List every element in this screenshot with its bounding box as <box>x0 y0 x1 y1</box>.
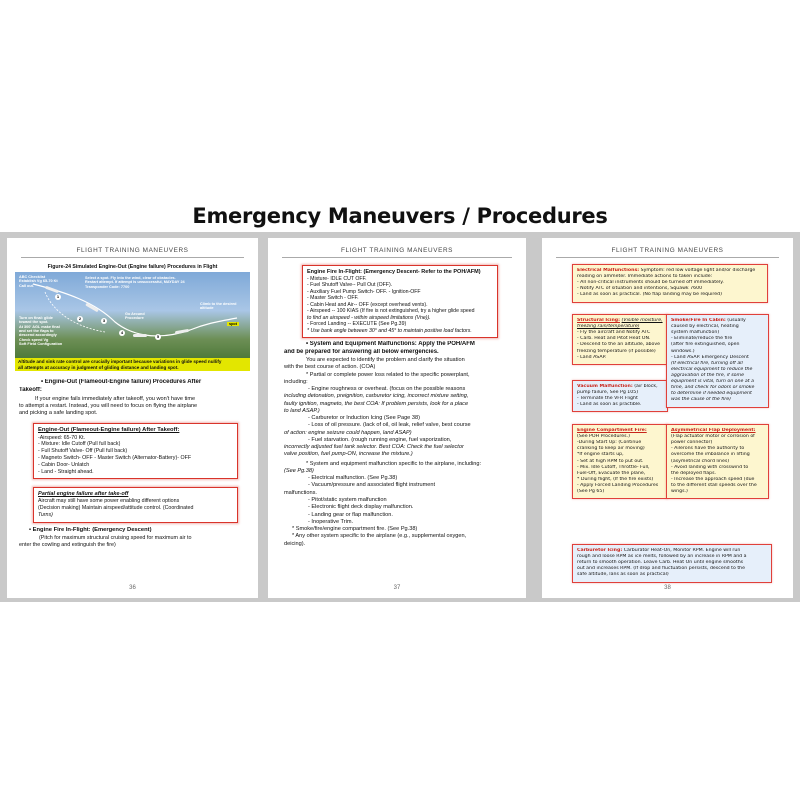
box-line: freezing rain/temperature) <box>577 324 640 330</box>
body-line: - Landing gear or flap malfunction. <box>308 511 393 518</box>
page-title: Emergency Maneuvers / Procedures <box>192 204 608 228</box>
running-header: FLIGHT TRAINING MANEUVERS <box>340 247 454 254</box>
box-line: - Set at high RPM to put out. <box>577 458 644 464</box>
checklist-line: - Forced Landing -- EXECUTE (See Pg.39) <box>307 321 407 328</box>
page-number: 38 <box>664 585 671 591</box>
box-line: - Apply Forced Landing Procedures <box>577 482 659 488</box>
body-line: * Smoke/fire/engine compartment fire. (See Pg.38) <box>292 526 418 533</box>
box-line: equipment is vital, turn on one at a <box>671 379 754 385</box>
box-line: - Increase the approach speed (due <box>671 476 755 482</box>
box-line: was the cause of the fire) <box>671 397 731 403</box>
figure-caption <box>15 358 250 371</box>
body-line: - Vacuum/pressure and associated flight instrument <box>308 482 436 489</box>
running-header: FLIGHT TRAINING MANEUVERS <box>611 247 724 254</box>
structural-icing-box <box>572 314 668 365</box>
box-line: *If engine starts up, <box>577 452 624 458</box>
paragraph-line: (Pitch for maximum structural cruising speed for maximum air to <box>39 535 192 542</box>
engine-fire-paragraph <box>19 535 246 549</box>
body-line: to land ASAP.) <box>284 407 320 414</box>
box-line: overcome the imbalance in lifting <box>671 452 750 458</box>
checklist-line: - Land - Straight ahead. <box>38 468 94 475</box>
box-title: Engine-Out (Flameout-Engine failure) After Takeoff: <box>38 427 180 434</box>
figure-label: Soft Field Configuration <box>19 342 63 347</box>
paragraph-line: to attempt a restart. Instead, you will need to focus on flying the airplane <box>19 402 198 409</box>
header-divider <box>282 257 512 258</box>
paragraph-line: enter the cowling and extinguish the fire) <box>19 542 116 549</box>
body-line: and be prepared for answering all below emergencies. <box>284 349 439 356</box>
box-line: (Visible moisture, <box>621 318 663 323</box>
box-line: - Terminate the VFR Flight <box>577 396 638 402</box>
checklist-line: -Airspeed: 65-70 Kt. <box>38 434 86 441</box>
checklist-line: - Fuel Shutoff Valve-- Pull Out (OFF). <box>307 282 393 289</box>
checklist-line: to find an airspeed - within airspeed limitations (Vne)). <box>307 314 431 321</box>
body-line: - Loss of oil pressure. (lack of oil, oil leak, relief valve, best course <box>308 422 471 429</box>
box-line: - Notify ATC of situation and intentions, Squawk 7600 <box>577 286 703 292</box>
figure-label: Turn on final: glide <box>19 316 53 320</box>
page-number: 37 <box>393 585 401 591</box>
figure-label: At 300' AGL make final <box>19 324 60 329</box>
box-line: (Decision making) Maintain airspeed/attitude control. (Coordinated <box>38 505 194 512</box>
figure-title: Figure-24 Simulated Engine-Out (Engine failure) Procedures in Flight <box>47 264 218 270</box>
box-line: - Land as soon as practible. <box>577 402 642 408</box>
box-line: -During Start Up: (Continue <box>577 440 642 446</box>
step-number: 5 <box>156 334 160 339</box>
spot-marker: spot <box>229 322 238 326</box>
box-line: caused by electrical, heating <box>671 324 739 330</box>
box-line: the deployed flaps. <box>671 470 717 476</box>
box-line: aggravation of the fire, if some <box>671 372 744 378</box>
box-title: Vacuum Malfunction: <box>577 384 633 389</box>
engine-out-paragraph <box>19 396 246 417</box>
box-line: windows.) <box>671 348 695 354</box>
step-number: 4 <box>120 330 124 335</box>
caption-line: Altitude and sink rate control are crucially important because variations in glide speed nullify <box>18 359 222 364</box>
after-takeoff-checklist-box <box>33 423 238 479</box>
figure-label: Climb to the desired <box>200 302 237 306</box>
box-line: - Eliminate/reduce the fire <box>671 336 733 342</box>
box-line: - Land as soon as practical. (No flap landing may be required) <box>577 292 722 298</box>
caption-line: all attempts at accuracy in judgment of gliding distance and landing spot. <box>18 364 179 370</box>
box-line: rough and loose RPM as ice melts, followed by an increase in RPM and a <box>577 554 747 560</box>
manual-page-38 <box>542 238 793 598</box>
figure-label: descend accordingly <box>19 333 57 338</box>
box-line: Symptom: red low voltage light and/or discharge <box>640 268 756 273</box>
smoke-fire-cabin-box <box>666 314 769 408</box>
heading-line: • Engine-Out (Flameout-Engine failure) Procedures After <box>41 379 202 386</box>
body-line: - Engine roughness or overheat. (focus on the possible reasons <box>308 386 466 393</box>
engine-out-figure <box>15 272 250 358</box>
checklist-line: - Airspeed -- 100 KIAS (If fire is not extinguished, try a higher glide speed <box>307 308 475 315</box>
box-line: - Carb. Heat and Pitot Heat ON. <box>577 336 651 342</box>
box-title: Carburetor Icing: <box>577 548 623 553</box>
header-divider <box>556 257 779 258</box>
box-line: reading on ammeter. Immediate actions to taken include: <box>577 274 713 280</box>
box-line: pump failure, See Pg 105) <box>577 390 639 396</box>
box-line: to the different stall speeds over the <box>671 482 757 488</box>
checklist-line: - Auxiliary Fuel Pump Switch- OFF. - Ignition-OFF <box>307 288 421 295</box>
header-divider <box>21 257 244 258</box>
box-title: Electrical Malfunctions: <box>577 268 640 273</box>
body-line: faulty ignition, magneto, the best COA: If problem persists, look for a place <box>284 400 469 407</box>
figure-label: Call out. <box>19 283 34 288</box>
body-line: incorrectly adjusted fuel tank selector. Best COA: Check the fuel selector <box>284 444 464 451</box>
box-line: to determine if needed equipment <box>671 391 752 397</box>
figure-label: ABC Checklist <box>19 275 46 279</box>
paragraph-line: and picking a safe landing spot. <box>19 410 98 417</box>
box-line: Aircraft may still have some power enabling different options <box>38 498 180 505</box>
box-line: out and increases RPM. (If drop and fluctuation persists, descend to the <box>577 566 746 572</box>
box-line: Turns) <box>38 511 53 518</box>
figure-label: Go Around <box>125 312 145 316</box>
malfunctions-body <box>284 341 510 548</box>
box-line: (Flap actuator motor or corrosion of <box>671 434 755 440</box>
body-line: * Partial or complete power loss related to the specific powerplant, <box>306 371 470 378</box>
checklist-line: - Mixture- IDLE CUT OFF. <box>307 275 367 282</box>
box-line: - Descend to the an altitude, above <box>577 342 661 348</box>
box-title: Structural Icing: <box>577 318 621 323</box>
body-line: including detonation, preignition, carburetor icing, incorrect mixture setting, <box>284 393 469 400</box>
asymmetrical-flap-box <box>666 424 769 499</box>
checklist-line: - Cabin Door- Unlatch <box>38 461 90 468</box>
body-line: deicing). <box>284 540 306 547</box>
engine-compartment-fire-box <box>572 424 668 499</box>
page-number: 36 <box>129 585 136 591</box>
body-line: malfunctions. <box>284 489 317 496</box>
box-line: cranking to keep air moving) <box>577 446 645 452</box>
box-line: Fuel-Off, Evacuate the plane, <box>577 470 646 476</box>
box-title: Engine Fire In-Flight: (Emergency Descent- Refer to the POH/AFM) <box>307 269 481 275</box>
figure-label: toward the spot. <box>19 320 49 325</box>
box-line: system malfunction) <box>671 330 720 336</box>
checklist-line: - Cabin Heat and Air-- OFF (except overhead vents). <box>307 301 428 308</box>
box-line: - Avoid landing with crosswind to <box>671 464 749 470</box>
box-line: (usually <box>727 318 746 323</box>
step-number: 3 <box>102 318 106 323</box>
box-title: Smoke/Fire In Cabin: <box>671 318 726 323</box>
body-line: - Carburetor or Induction Icing (See Page 38) <box>308 415 420 422</box>
vacuum-malfunction-box <box>572 380 668 412</box>
body-line: of action: engine seizure could happen, land ASAP) <box>284 429 412 436</box>
box-title: Asymmetrical Flap Deployment: <box>671 428 756 433</box>
figure-label: and set the flaps to <box>19 329 54 334</box>
box-line: (air block, <box>634 384 658 389</box>
body-line: * System and equipment malfunction specific to the airplane, including: <box>306 460 482 467</box>
engine-fire-checklist-box <box>302 265 498 338</box>
airplane-icon <box>133 334 147 337</box>
box-line: power connector) <box>671 440 713 446</box>
body-line: including: <box>284 378 308 385</box>
box-line: safe altitude, lans as soon as practical) <box>577 572 669 578</box>
figure-label: Procedure <box>125 316 144 321</box>
checklist-line: - Full Shutoff Valve- Off (Pull full back) <box>38 448 128 455</box>
figure-label: Establish Vg 65-70 Kt <box>19 279 58 284</box>
body-line: valve position, fuel pump-ON, increase the mixture.) <box>284 451 413 458</box>
checklist-line: - Master Switch - OFF. <box>307 295 359 302</box>
box-line: return to smooth operation. Leave Carb. Heat On until engine smooths <box>577 560 744 566</box>
electrical-malfunctions-box <box>572 264 768 303</box>
body-line: You are expected to identify the problem and clarify the situation <box>306 356 465 363</box>
box-line: time, and check for odors or smoke <box>671 385 755 391</box>
carburetor-icing-box <box>572 544 772 583</box>
body-line: (See Pg.38) <box>284 467 314 474</box>
partial-failure-box <box>33 487 238 522</box>
body-line: - Fuel starvation. (rough running engine, fuel vaporization, <box>308 436 452 443</box>
body-line: - Inoperative Trim. <box>308 518 354 525</box>
box-line: freezing temperature (if possible) <box>577 348 656 354</box>
box-line: (If electrical fire, turning off all <box>671 360 743 366</box>
body-line: with the best course of action. (COA) <box>284 364 376 371</box>
body-line: - Electrical malfunction. (See Pg.38) <box>308 475 398 482</box>
box-line: (See Pg 65) <box>577 489 605 495</box>
box-line: - Land ASAP. <box>577 354 607 360</box>
figure-label: Transponder Code: 7700 <box>85 284 130 289</box>
box-line: - Fly the aircraft and Notify ATC <box>577 330 651 336</box>
manual-page-37 <box>268 238 526 598</box>
manual-page-36 <box>7 238 258 598</box>
body-line: - Pitot/static system malfunction <box>308 497 387 504</box>
box-line: - Land ASAP. Emergency Descent <box>671 354 749 360</box>
step-number: 2 <box>78 316 82 321</box>
paragraph-line: If your engine fails immediately after takeoff, you won't have time <box>35 395 196 402</box>
box-line: - Mix. Idle Cutoff, Throttle- Full, <box>577 464 650 470</box>
step-number: 1 <box>56 294 60 299</box>
box-title: Partial engine failure after take-off <box>38 491 129 498</box>
box-title: Engine Compartment Fire: <box>577 428 647 433</box>
box-line: electrical equipment to reduce the <box>671 366 753 372</box>
figure-label: Select a spot. Fly into the wind, clear of obstacles. <box>85 276 176 280</box>
checklist-line: * Use bank angle between 30° and 45° to maintain positive load factors. <box>307 327 472 334</box>
box-line: * During flight, (If the fire exists) <box>577 476 654 482</box>
body-line: • System and Equipment Malfunctions: Apply the POH/AFM <box>306 341 475 348</box>
box-line: (asymetrical chord lines) <box>671 458 730 464</box>
figure-label: Restart attempt. If attempt is unsuccessful, MAYDAY 24 <box>85 280 185 285</box>
box-line: (See POH Procedures.) <box>577 434 630 440</box>
running-header: FLIGHT TRAINING MANEUVERS <box>76 247 189 254</box>
body-line: - Electronic flight deck display malfunction. <box>308 504 414 511</box>
checklist-line: - Magneto Switch- OFF - Master Switch (Alternator-Battery)- OFF <box>38 454 192 461</box>
body-line: * Any other system specific to the airplane (e.g., supplemental oxygen, <box>292 533 467 540</box>
figure-label: altitude <box>200 306 214 311</box>
box-line: wings.) <box>671 489 688 495</box>
checklist-line: - Mixture: Idle Cutoff (Pull full back) <box>38 441 121 448</box>
box-line: - All non-critical instruments should be turned off immediately. <box>577 280 724 286</box>
box-line: - Ailerons have the authority to <box>671 446 745 452</box>
engine-fire-heading: • Engine Fire In-Flight: (Emergency Descent) <box>29 526 152 533</box>
box-line: Carburator Heat-On, Monitor RPM. Engine will run <box>623 548 741 553</box>
heading-line: Takeoff: <box>19 387 42 394</box>
box-line: (after fire extinguished, open <box>671 342 740 348</box>
figure-label: Check speed Vg <box>19 337 49 342</box>
engine-out-heading <box>19 379 246 394</box>
